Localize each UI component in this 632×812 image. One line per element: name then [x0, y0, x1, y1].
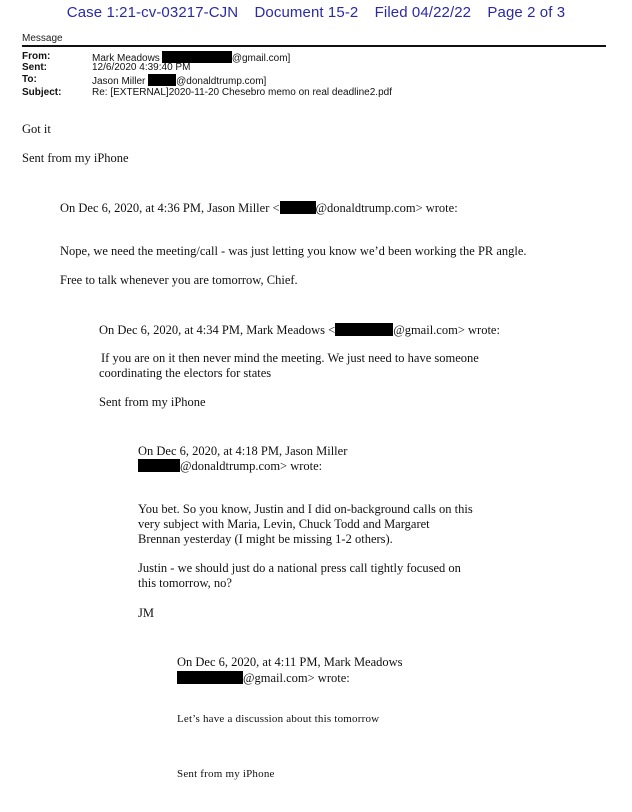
quote2-signature: Sent from my iPhone	[99, 395, 206, 409]
subject-value: Re: [EXTERNAL]2020-11-20 Chesebro memo on real deadline2.pdf	[92, 87, 392, 98]
document-number: Document 15-2	[254, 4, 359, 21]
reply-body: Got it	[22, 122, 51, 136]
quote1-header: On Dec 6, 2020, at 4:36 PM, Jason Miller < @donaldtrump.com> wrote:	[60, 201, 458, 215]
quote3-header-line2: @donaldtrump.com> wrote:	[138, 459, 322, 474]
quote4-signature: Sent from my iPhone	[177, 768, 275, 780]
to-name: Jason Miller	[92, 76, 146, 87]
to-suffix: @donaldtrump.com]	[176, 76, 267, 87]
quote3-para1-line1: You bet. So you know, Justin and I did on-background calls on this	[138, 502, 473, 516]
redaction-block	[280, 201, 316, 214]
quote4-body: Let’s have a discussion about this tomorrow	[177, 713, 380, 725]
quote3-para1-line2: very subject with Maria, Levin, Chuck Todd and Margaret	[138, 517, 430, 531]
redaction-block	[335, 323, 393, 336]
redaction-block	[148, 74, 176, 86]
quote3-signoff: JM	[138, 606, 154, 620]
case-header	[0, 4, 632, 21]
quote3-para2-line2: this tomorrow, no?	[138, 576, 232, 590]
filed-date: Filed 04/22/22	[374, 4, 472, 21]
from-name: Mark Meadows	[92, 53, 160, 64]
quote1-line2: Free to talk whenever you are tomorrow, Chief.	[60, 273, 298, 287]
quote2-line1: If you are on it then never mind the meeting. We just need to have someone	[101, 351, 479, 365]
redaction-block	[138, 459, 180, 472]
header-divider	[22, 45, 606, 47]
to-label: To:	[22, 74, 37, 85]
subject-label: Subject:	[22, 87, 62, 98]
message-label: Message	[22, 33, 63, 44]
from-suffix: @gmail.com]	[231, 53, 291, 64]
quote4-header-line2: @gmail.com> wrote:	[177, 671, 350, 686]
from-label: From:	[22, 51, 51, 62]
to-value	[92, 74, 266, 87]
quote3-para2-line1: Justin - we should just do a national press call tightly focused on	[138, 561, 461, 575]
quote4-header-line1: On Dec 6, 2020, at 4:11 PM, Mark Meadows	[177, 655, 403, 669]
page-number: Page 2 of 3	[487, 4, 566, 21]
sent-value: 12/6/2020 4:39:40 PM	[92, 62, 191, 73]
reply-signature: Sent from my iPhone	[22, 151, 129, 165]
quote3-para1-line3: Brennan yesterday (I might be missing 1-2 others).	[138, 532, 393, 546]
quote2-line2: coordinating the electors for states	[99, 366, 272, 380]
quote1-line1: Nope, we need the meeting/call - was just letting you know we’d been working the PR angle.	[60, 244, 527, 258]
quote2-header: On Dec 6, 2020, at 4:34 PM, Mark Meadows < @gmail.com> wrote:	[99, 323, 500, 337]
quote3-header-line1: On Dec 6, 2020, at 4:18 PM, Jason Miller	[138, 444, 348, 458]
redaction-block	[177, 671, 243, 684]
case-number: Case 1:21-cv-03217-CJN	[66, 4, 239, 21]
sent-label: Sent:	[22, 62, 47, 73]
